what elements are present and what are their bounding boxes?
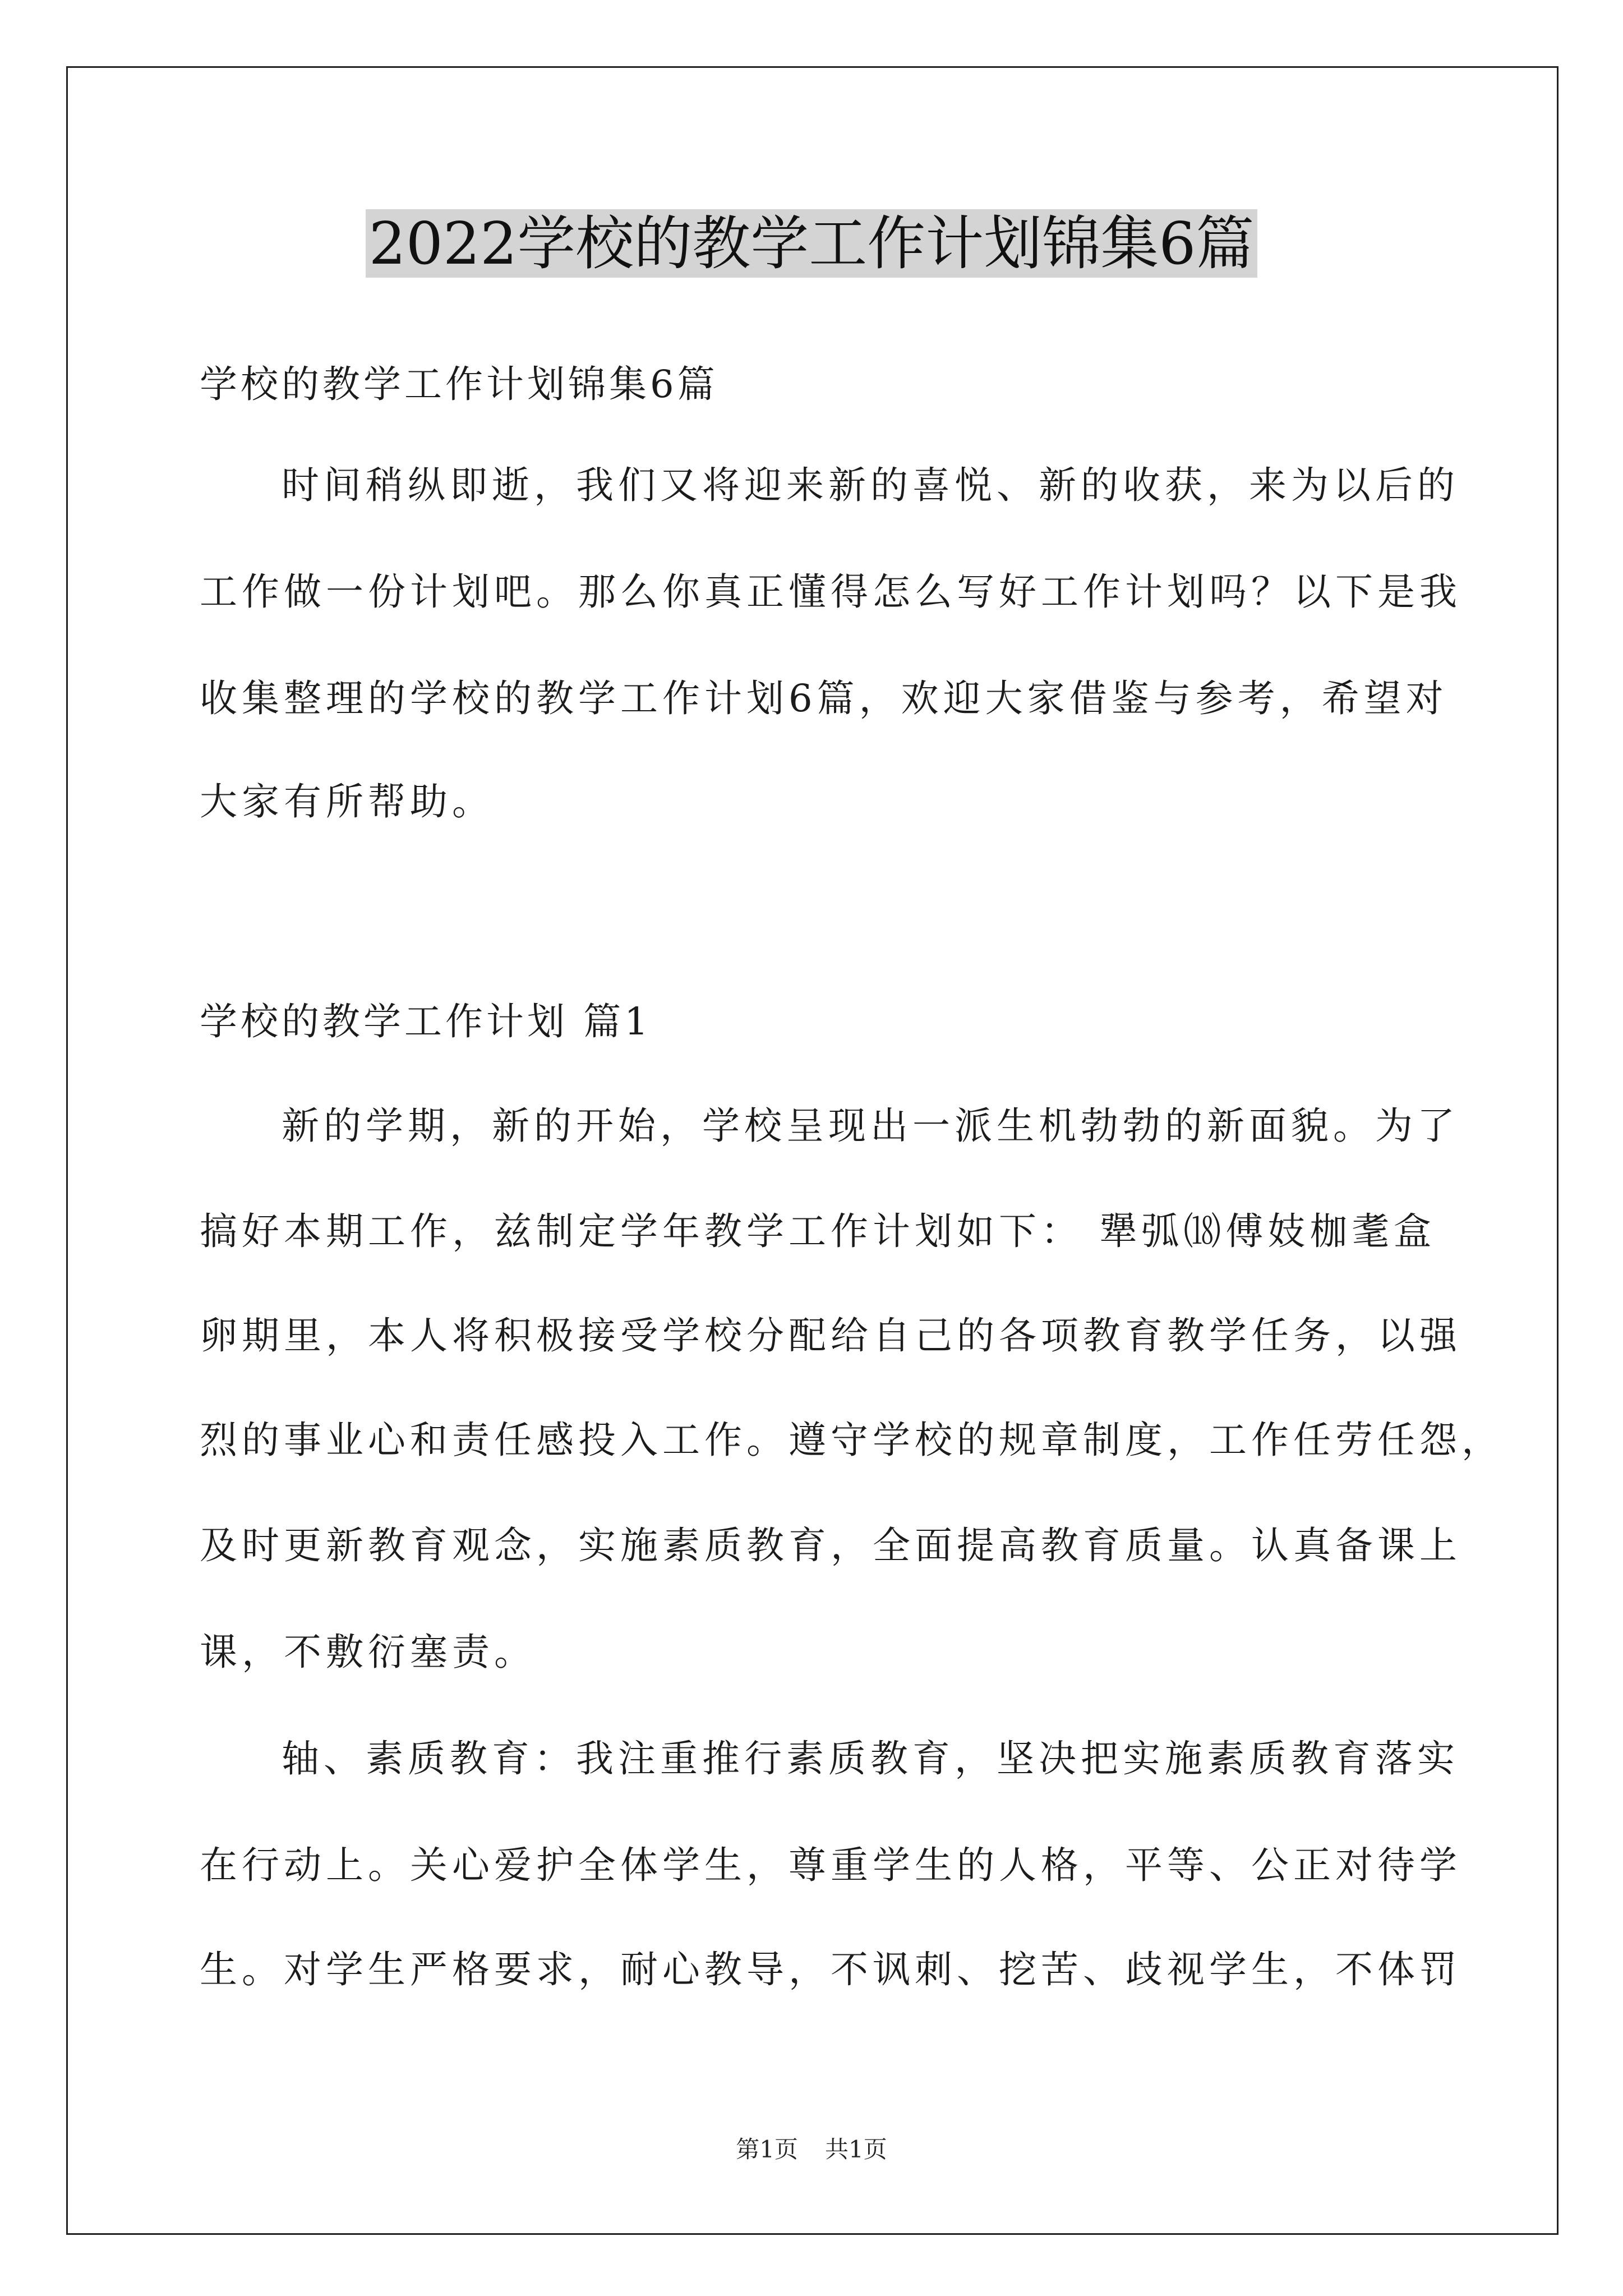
paragraph-line: 烈的事业心和责任感投入工作。遵守学校的规章制度，工作任劳任怨，: [200, 1418, 1504, 1462]
page-footer: [0, 2134, 1623, 2165]
document-title-text: 2022学校的教学工作计划锦集6篇: [366, 209, 1258, 278]
paragraph-line: 及时更新教育观念，实施素质教育，全面提高教育质量。认真备课上: [200, 1524, 1461, 1567]
paragraph-line: 大家有所帮助。: [200, 780, 494, 823]
paragraph-line: 生。对学生严格要求，耐心教导，不讽刺、挖苦、歧视学生，不体罚: [200, 1948, 1461, 1991]
paragraph-line: 课，不敷衍塞责。: [200, 1630, 536, 1674]
document-subtitle: 学校的教学工作计划锦集6篇: [200, 362, 718, 406]
paragraph-line: 新的学期，新的开始，学校呈现出一派生机勃勃的新面貌。为了: [282, 1104, 1459, 1148]
paragraph-line: 收集整理的学校的教学工作计划6篇，欢迎大家借鉴与参考，希望对: [200, 677, 1448, 720]
paragraph-line: 卵期里，本人将积极接受学校分配给自己的各项教育教学任务，以强: [200, 1314, 1461, 1358]
section-heading: 学校的教学工作计划 篇1: [200, 1000, 652, 1043]
document-title: [0, 205, 1623, 282]
paragraph-line: 搞好本期工作，兹制定学年教学工作计划如下： 犟弧⒅傅妓枷耄盒: [200, 1209, 1436, 1253]
page-number: 第1页: [736, 2136, 798, 2163]
page-total: 共1页: [825, 2136, 887, 2163]
paragraph-line: 时间稍纵即逝，我们又将迎来新的喜悦、新的收获，来为以后的: [282, 463, 1459, 507]
paragraph-line: 工作做一份计划吧。那么你真正懂得怎么写好工作计划吗？以下是我: [200, 570, 1461, 614]
paragraph-line: 轴、素质教育：我注重推行素质教育，坚决把实施素质教育落实: [282, 1737, 1459, 1780]
paragraph-line: 在行动上。关心爱护全体学生，尊重学生的人格，平等、公正对待学: [200, 1843, 1461, 1887]
